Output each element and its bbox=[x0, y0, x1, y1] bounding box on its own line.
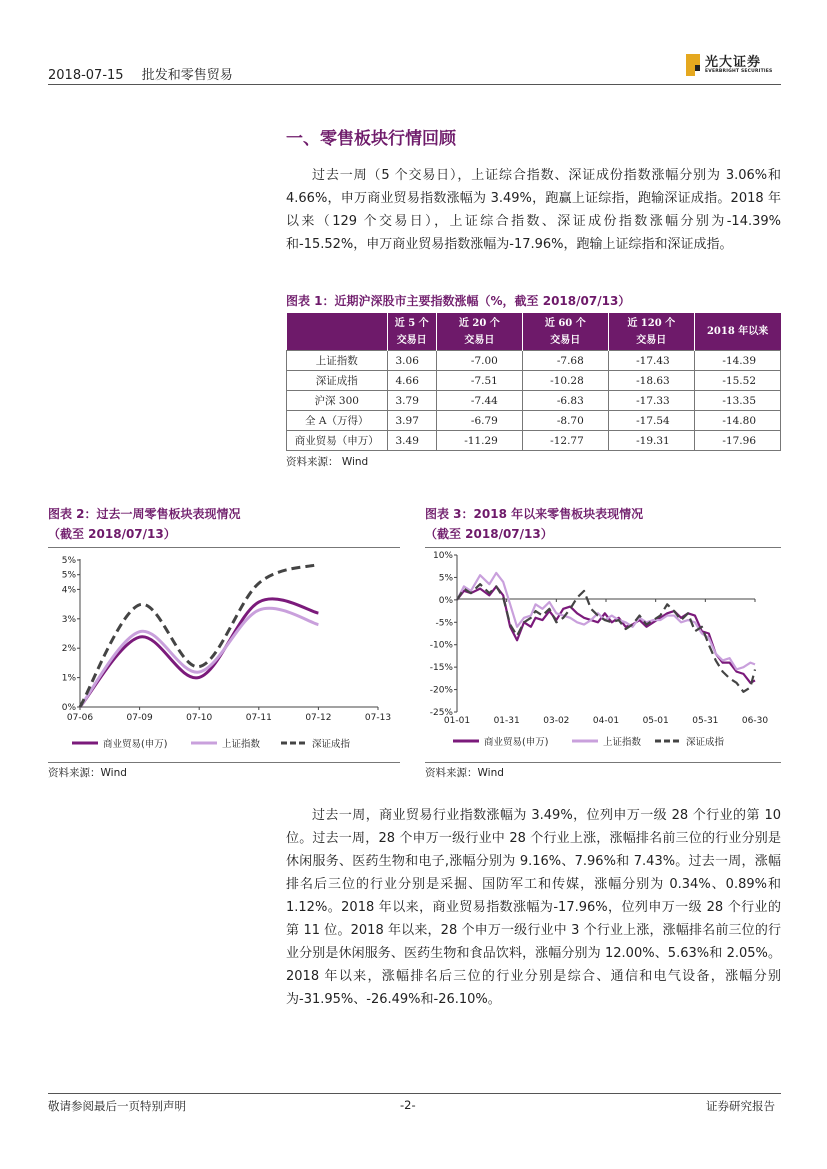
cell-value: -8.70 bbox=[522, 411, 608, 431]
table-header-cell: 近 120 个 交易日 bbox=[608, 313, 694, 351]
table-header-row bbox=[287, 313, 781, 351]
paragraph-weekly-summary: 过去一周（5 个交易日），上证综合指数、深证成份指数涨幅分别为 3.06%和 4.66%，申万商业贸易指数涨幅为 3.49%，跑赢上证综指，跑输深证成指。2018 年以来（129 个交易日），上证综合指数、深证成份指数涨幅分别为-14.39%和-15.52%，申万商业贸易指数涨幅为-17.96%，跑输上证综指和深证成指。 bbox=[286, 168, 781, 252]
company-logo bbox=[686, 52, 772, 78]
cell-value: -17.43 bbox=[608, 351, 694, 371]
footer-disclaimer: 敬请参阅最后一页特别声明 bbox=[48, 1099, 186, 1113]
section-title: 一、零售板块行情回顾 bbox=[286, 129, 456, 149]
table-header-cell: 2018 年以来 bbox=[694, 313, 780, 351]
x-tick-label: 01-31 bbox=[493, 716, 520, 726]
table-source: 资料来源： Wind bbox=[286, 456, 369, 468]
cell-value: -7.68 bbox=[522, 351, 608, 371]
figure2-title bbox=[48, 504, 241, 544]
figure3-title bbox=[425, 504, 643, 544]
footer-report-type: 证券研究报告 bbox=[706, 1099, 775, 1113]
cell-value: -13.35 bbox=[694, 391, 780, 411]
y-tick-label: 5% bbox=[438, 573, 453, 584]
table-row bbox=[287, 371, 781, 391]
cell-value: 3.06 bbox=[387, 351, 436, 371]
y-tick-label: -25% bbox=[429, 708, 453, 718]
y-tick-label: 5% bbox=[61, 570, 76, 581]
cell-value: 3.49 bbox=[387, 431, 436, 451]
y-tick-label: -15% bbox=[429, 663, 453, 674]
cell-value: -19.31 bbox=[608, 431, 694, 451]
table-header-cell bbox=[287, 313, 388, 351]
legend-label: 商业贸易(申万) bbox=[103, 739, 168, 750]
x-tick-label: 07-13 bbox=[364, 713, 392, 723]
cell-value: 3.79 bbox=[387, 391, 436, 411]
cell-value: -14.39 bbox=[694, 351, 780, 371]
cell-value: 4.66 bbox=[387, 371, 436, 391]
paragraph-industry-ranking: 过去一周，商业贸易行业指数涨幅为 3.49%，位列申万一级 28 个行业的第 10 位。过去一周，28 个申万一级行业中 28 个行业上涨，涨幅排名前三位的行业分别是休闲服务、医药生物和电子,涨幅分别为 9.16%、7.96%和 7.43%。过去一周，涨幅排名后三位的行业分别是采掘、国防军工和传媒，涨幅分别为 0.34%、0.89%和 1.12%。2018 年以来，商业贸易指数涨幅为-17.96%，位列申万一级 28 个行业的第 11 位。2018 年以来，28 个申万一级行业中 3 个行业上涨，涨幅排名前三位的行业分别是休闲服务、医药生物和食品饮料，涨幅分别为 12.00%、5.63%和 2.05%。2018 年以来，涨幅排名后三位的行业分别是综合、通信和电气设备，涨幅分别为-31.95%、-26.49%和-26.10%。 bbox=[286, 808, 781, 1007]
y-tick-label: -5% bbox=[435, 618, 453, 629]
report-date: 2018-07-15 bbox=[48, 68, 124, 83]
y-tick-label: 5% bbox=[61, 556, 76, 566]
y-tick-label: -10% bbox=[429, 640, 453, 651]
y-tick-label: 0% bbox=[438, 595, 453, 606]
figure2-bottom-rule bbox=[48, 762, 400, 763]
cell-value: 3.97 bbox=[387, 411, 436, 431]
x-tick-label: 06-30 bbox=[741, 716, 769, 726]
figure2-top-rule bbox=[48, 547, 400, 548]
chart-weekly-performance bbox=[48, 549, 400, 761]
row-label: 沪深 300 bbox=[287, 391, 388, 411]
y-tick-label: 10% bbox=[432, 551, 453, 561]
x-tick-label: 07-12 bbox=[305, 713, 332, 723]
cell-value: -17.96 bbox=[694, 431, 780, 451]
header-divider bbox=[48, 84, 781, 85]
chart-ytd-performance bbox=[425, 549, 781, 761]
y-tick-label: 3% bbox=[61, 614, 76, 625]
table-header-cell: 近 5 个 交易日 bbox=[387, 313, 436, 351]
logo-name-en: EVERBRIGHT SECURITIES bbox=[705, 68, 773, 74]
x-tick-label: 03-02 bbox=[543, 716, 570, 726]
cell-value: -12.77 bbox=[522, 431, 608, 451]
logo-name-cn: 光大证券 bbox=[705, 54, 762, 70]
x-tick-label: 07-06 bbox=[66, 713, 94, 723]
figure3-title-line1: 图表 3：2018 年以来零售板块表现情况 bbox=[425, 507, 644, 521]
table-header-cell: 近 20 个 交易日 bbox=[436, 313, 522, 351]
table-header-cell: 近 60 个 交易日 bbox=[522, 313, 608, 351]
report-topic: 批发和零售贸易 bbox=[141, 68, 233, 83]
legend-label: 商业贸易(申万) bbox=[484, 737, 549, 748]
x-tick-label: 07-09 bbox=[126, 713, 153, 723]
row-label: 全 A（万得） bbox=[287, 411, 388, 431]
figure3-title-line2: （截至 2018/07/13） bbox=[425, 527, 553, 541]
figure2-source: 资料来源：Wind bbox=[48, 767, 127, 779]
cell-value: -7.51 bbox=[436, 371, 522, 391]
cell-value: -17.54 bbox=[608, 411, 694, 431]
table-row bbox=[287, 431, 781, 451]
legend-label: 上证指数 bbox=[222, 739, 261, 750]
row-label: 深证成指 bbox=[287, 371, 388, 391]
y-tick-label: 2% bbox=[61, 644, 76, 655]
table-row bbox=[287, 351, 781, 371]
row-label: 上证指数 bbox=[287, 351, 388, 371]
y-tick-label: 4% bbox=[61, 585, 76, 596]
x-tick-label: 07-10 bbox=[186, 713, 213, 723]
x-tick-label: 01-01 bbox=[443, 716, 471, 726]
page-number: -2- bbox=[400, 1098, 416, 1112]
legend-label: 深证成指 bbox=[686, 737, 725, 748]
cell-value: -15.52 bbox=[694, 371, 780, 391]
figure3-top-rule bbox=[425, 547, 781, 548]
figure2-title-line1: 图表 2：过去一周零售板块表现情况 bbox=[48, 507, 241, 521]
figure3-bottom-rule bbox=[425, 762, 781, 763]
cell-value: -6.83 bbox=[522, 391, 608, 411]
cell-value: -18.63 bbox=[608, 371, 694, 391]
index-performance-table bbox=[286, 313, 781, 451]
x-tick-label: 07-11 bbox=[245, 713, 272, 723]
footer-divider bbox=[48, 1093, 781, 1094]
table-title: 图表 1：近期沪深股市主要指数涨幅（%，截至 2018/07/13） bbox=[286, 294, 631, 308]
x-tick-label: 04-01 bbox=[592, 716, 620, 726]
figure3-source: 资料来源：Wind bbox=[425, 767, 504, 779]
header-title bbox=[48, 64, 233, 83]
table-row bbox=[287, 411, 781, 431]
y-tick-label: 1% bbox=[61, 673, 76, 684]
cell-value: -10.28 bbox=[522, 371, 608, 391]
legend-label: 深证成指 bbox=[312, 739, 351, 750]
cell-value: -6.79 bbox=[436, 411, 522, 431]
x-tick-label: 05-01 bbox=[642, 716, 669, 726]
table-row bbox=[287, 391, 781, 411]
cell-value: -7.44 bbox=[436, 391, 522, 411]
y-tick-label: 0% bbox=[61, 703, 76, 713]
x-tick-label: 05-31 bbox=[692, 716, 719, 726]
y-tick-label: -20% bbox=[429, 685, 453, 696]
series-line-2 bbox=[80, 564, 318, 707]
logo-mark-icon bbox=[686, 54, 700, 76]
cell-value: -7.00 bbox=[436, 351, 522, 371]
row-label: 商业贸易（申万） bbox=[287, 431, 388, 451]
cell-value: -11.29 bbox=[436, 431, 522, 451]
legend-label: 上证指数 bbox=[603, 737, 642, 748]
cell-value: -14.80 bbox=[694, 411, 780, 431]
figure2-title-line2: （截至 2018/07/13） bbox=[48, 527, 176, 541]
cell-value: -17.33 bbox=[608, 391, 694, 411]
